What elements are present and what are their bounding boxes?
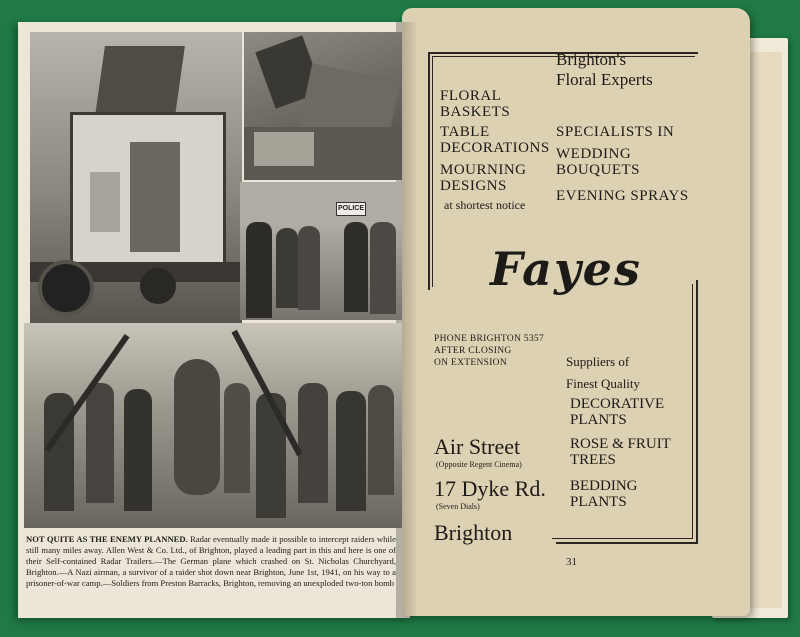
plant-line-1: DECORATIVE xyxy=(570,396,665,412)
caption-body: Radar eventually made it possible to intercept raiders while still many miles away. Allen West & Co. Ltd., of Brighton, played a leading part in this and here is one of their Self-contained Radar Trailers.—The German plane which crashed on St. Nicholas Churchyard, Brighton.—A Nazi airman, a survivor of a raider shot down near Brighton, June 1st, 1941, on his way to a prisoner-of-war camp.—Soldiers from Preston Barracks, Brighton, removing an unexploded two-ton bomb xyxy=(26,534,396,588)
left-service-2: BASKETS xyxy=(440,104,511,120)
advert-heading-line1: Brighton's xyxy=(556,50,627,69)
photo-nazi-airman xyxy=(240,182,402,320)
left-service-4: DECORATIONS xyxy=(440,140,550,156)
photo-unexploded-bomb xyxy=(24,323,402,528)
caption-lead: NOT QUITE AS THE ENEMY PLANNED. xyxy=(26,534,188,544)
right-service-2: WEDDING xyxy=(556,146,632,162)
suppliers-line-2: Finest Quality xyxy=(566,376,641,391)
police-sign: POLICE xyxy=(336,202,366,216)
left-service-5: MOURNING xyxy=(440,162,527,178)
address-1: Air Street xyxy=(434,434,521,459)
address-2-note: (Seven Dials) xyxy=(436,502,480,511)
plant-line-4: TREES xyxy=(570,452,616,468)
left-service-3: TABLE xyxy=(440,124,490,140)
right-service-4: EVENING SPRAYS xyxy=(556,188,689,204)
town-brighton: Brighton xyxy=(434,520,513,545)
phone-line-2: AFTER CLOSING xyxy=(434,346,512,356)
right-service-1: SPECIALISTS IN xyxy=(556,124,675,140)
plant-line-3: ROSE & FRUIT xyxy=(570,436,671,452)
plant-line-2: PLANTS xyxy=(570,412,627,428)
address-2: 17 Dyke Rd. xyxy=(434,476,546,501)
phone-line-1: PHONE BRIGHTON 5357 xyxy=(434,334,545,344)
right-service-3: BOUQUETS xyxy=(556,162,641,178)
plant-line-6: PLANTS xyxy=(570,494,627,510)
photo-plane-wreckage xyxy=(244,32,402,180)
brand-fayes: Fayes xyxy=(490,242,642,296)
plant-line-5: BEDDING xyxy=(570,478,638,494)
left-service-6: DESIGNS xyxy=(440,178,507,194)
advert-heading-line2: Floral Experts xyxy=(556,70,653,89)
suppliers-line-1: Suppliers of xyxy=(566,354,630,369)
page-number: 31 xyxy=(566,556,577,568)
shortest-notice: at shortest notice xyxy=(444,198,526,212)
photo-radar-trailer xyxy=(30,32,242,324)
left-service-1: FLORAL xyxy=(440,88,502,104)
address-1-note: (Opposite Regent Cinema) xyxy=(436,460,522,469)
photo-caption xyxy=(26,534,396,589)
phone-line-3: ON EXTENSION xyxy=(434,358,507,368)
